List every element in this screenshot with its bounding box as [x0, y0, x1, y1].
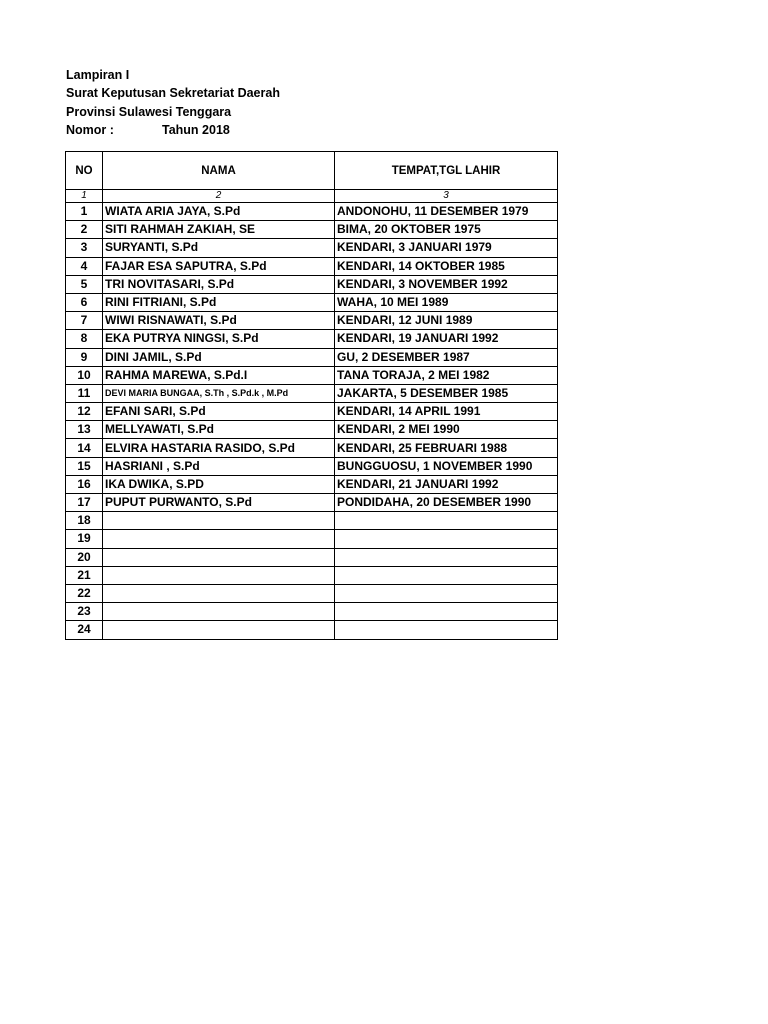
row-number-cell: 7 [66, 312, 103, 330]
tempat-tgl-lahir-cell: TANA TORAJA, 2 MEI 1982 [335, 366, 558, 384]
tempat-tgl-lahir-cell [335, 603, 558, 621]
tempat-tgl-lahir-cell: BIMA, 20 OKTOBER 1975 [335, 221, 558, 239]
nama-cell: TRI NOVITASARI, S.Pd [103, 275, 335, 293]
row-number-cell: 21 [66, 566, 103, 584]
table-row [66, 584, 558, 602]
column-index-cell: 3 [335, 190, 558, 203]
nama-cell [103, 530, 335, 548]
tempat-tgl-lahir-cell: KENDARI, 14 APRIL 1991 [335, 403, 558, 421]
table-row [66, 421, 558, 439]
table-row [66, 366, 558, 384]
table-row [66, 457, 558, 475]
row-number-cell: 4 [66, 257, 103, 275]
header-provinsi: Provinsi Sulawesi Tenggara [66, 104, 232, 119]
row-number-cell: 3 [66, 239, 103, 257]
row-number-cell: 8 [66, 330, 103, 348]
nama-cell [103, 548, 335, 566]
tempat-tgl-lahir-cell: WAHA, 10 MEI 1989 [335, 293, 558, 311]
tempat-tgl-lahir-cell: KENDARI, 19 JANUARI 1992 [335, 330, 558, 348]
document-header [66, 66, 280, 139]
row-number-cell: 22 [66, 584, 103, 602]
row-number-cell: 12 [66, 403, 103, 421]
tempat-tgl-lahir-cell: KENDARI, 3 JANUARI 1979 [335, 239, 558, 257]
table-row [66, 566, 558, 584]
nama-cell: RINI FITRIANI, S.Pd [103, 293, 335, 311]
nama-cell: PUPUT PURWANTO, S.Pd [103, 494, 335, 512]
header-lampiran: Lampiran I [66, 68, 130, 82]
column-header-tempat: TEMPAT,TGL LAHIR [335, 152, 558, 190]
column-index-cell: 1 [66, 190, 103, 203]
nama-cell: EFANI SARI, S.Pd [103, 403, 335, 421]
column-header-no: NO [66, 152, 103, 190]
table-row [66, 439, 558, 457]
table-row [66, 512, 558, 530]
tempat-tgl-lahir-cell: ANDONOHU, 11 DESEMBER 1979 [335, 203, 558, 221]
nama-cell: MELLYAWATI, S.Pd [103, 421, 335, 439]
nama-cell [103, 621, 335, 639]
table-header-row [66, 152, 558, 190]
nama-cell: WIATA ARIA JAYA, S.Pd [103, 203, 335, 221]
table-row [66, 239, 558, 257]
row-number-cell: 20 [66, 548, 103, 566]
tempat-tgl-lahir-cell: KENDARI, 14 OKTOBER 1985 [335, 257, 558, 275]
tempat-tgl-lahir-cell [335, 621, 558, 639]
row-number-cell: 2 [66, 221, 103, 239]
tempat-tgl-lahir-cell [335, 530, 558, 548]
nama-cell: EKA PUTRYA NINGSI, S.Pd [103, 330, 335, 348]
table-row [66, 384, 558, 402]
tempat-tgl-lahir-cell [335, 548, 558, 566]
header-nomor-row [66, 121, 280, 139]
nama-cell: RAHMA MAREWA, S.Pd.I [103, 366, 335, 384]
column-index-cell: 2 [103, 190, 335, 203]
nama-cell: WIWI RISNAWATI, S.Pd [103, 312, 335, 330]
tempat-tgl-lahir-cell: KENDARI, 12 JUNI 1989 [335, 312, 558, 330]
nama-cell: ELVIRA HASTARIA RASIDO, S.Pd [103, 439, 335, 457]
table-row [66, 475, 558, 493]
tempat-tgl-lahir-cell [335, 584, 558, 602]
nama-cell [103, 584, 335, 602]
tempat-tgl-lahir-cell: KENDARI, 2 MEI 1990 [335, 421, 558, 439]
table-row [66, 203, 558, 221]
header-nomor-label: Nomor : [66, 122, 114, 137]
tempat-tgl-lahir-cell: BUNGGUOSU, 1 NOVEMBER 1990 [335, 457, 558, 475]
employee-table [65, 151, 558, 640]
row-number-cell: 18 [66, 512, 103, 530]
table-row [66, 275, 558, 293]
table-row [66, 312, 558, 330]
table-row [66, 348, 558, 366]
nama-cell: DEVI MARIA BUNGAA, S.Th , S.Pd.k , M.Pd [103, 384, 335, 402]
table-row [66, 530, 558, 548]
nama-cell: IKA DWIKA, S.PD [103, 475, 335, 493]
nama-cell [103, 603, 335, 621]
row-number-cell: 15 [66, 457, 103, 475]
row-number-cell: 13 [66, 421, 103, 439]
table-row [66, 330, 558, 348]
column-index-row [66, 190, 558, 203]
row-number-cell: 14 [66, 439, 103, 457]
table-row [66, 494, 558, 512]
tempat-tgl-lahir-cell [335, 566, 558, 584]
header-tahun: Tahun 2018 [162, 122, 230, 137]
column-header-nama: NAMA [103, 152, 335, 190]
row-number-cell: 9 [66, 348, 103, 366]
row-number-cell: 24 [66, 621, 103, 639]
tempat-tgl-lahir-cell: KENDARI, 3 NOVEMBER 1992 [335, 275, 558, 293]
row-number-cell: 5 [66, 275, 103, 293]
header-surat-keputusan: Surat Keputusan Sekretariat Daerah [66, 86, 280, 101]
nama-cell: SITI RAHMAH ZAKIAH, SE [103, 221, 335, 239]
table-row [66, 548, 558, 566]
tempat-tgl-lahir-cell: KENDARI, 21 JANUARI 1992 [335, 475, 558, 493]
tempat-tgl-lahir-cell: GU, 2 DESEMBER 1987 [335, 348, 558, 366]
table-row [66, 221, 558, 239]
tempat-tgl-lahir-cell [335, 512, 558, 530]
nama-cell [103, 512, 335, 530]
nama-cell: DINI JAMIL, S.Pd [103, 348, 335, 366]
nama-cell [103, 566, 335, 584]
table-row [66, 257, 558, 275]
nama-cell: SURYANTI, S.Pd [103, 239, 335, 257]
nama-cell: HASRIANI , S.Pd [103, 457, 335, 475]
row-number-cell: 16 [66, 475, 103, 493]
row-number-cell: 1 [66, 203, 103, 221]
row-number-cell: 10 [66, 366, 103, 384]
nama-cell: FAJAR ESA SAPUTRA, S.Pd [103, 257, 335, 275]
tempat-tgl-lahir-cell: KENDARI, 25 FEBRUARI 1988 [335, 439, 558, 457]
table-row [66, 293, 558, 311]
row-number-cell: 23 [66, 603, 103, 621]
tempat-tgl-lahir-cell: JAKARTA, 5 DESEMBER 1985 [335, 384, 558, 402]
tempat-tgl-lahir-cell: PONDIDAHA, 20 DESEMBER 1990 [335, 494, 558, 512]
row-number-cell: 11 [66, 384, 103, 402]
row-number-cell: 6 [66, 293, 103, 311]
table-body [66, 203, 558, 640]
row-number-cell: 19 [66, 530, 103, 548]
table-row [66, 603, 558, 621]
table-row [66, 621, 558, 639]
row-number-cell: 17 [66, 494, 103, 512]
table-row [66, 403, 558, 421]
